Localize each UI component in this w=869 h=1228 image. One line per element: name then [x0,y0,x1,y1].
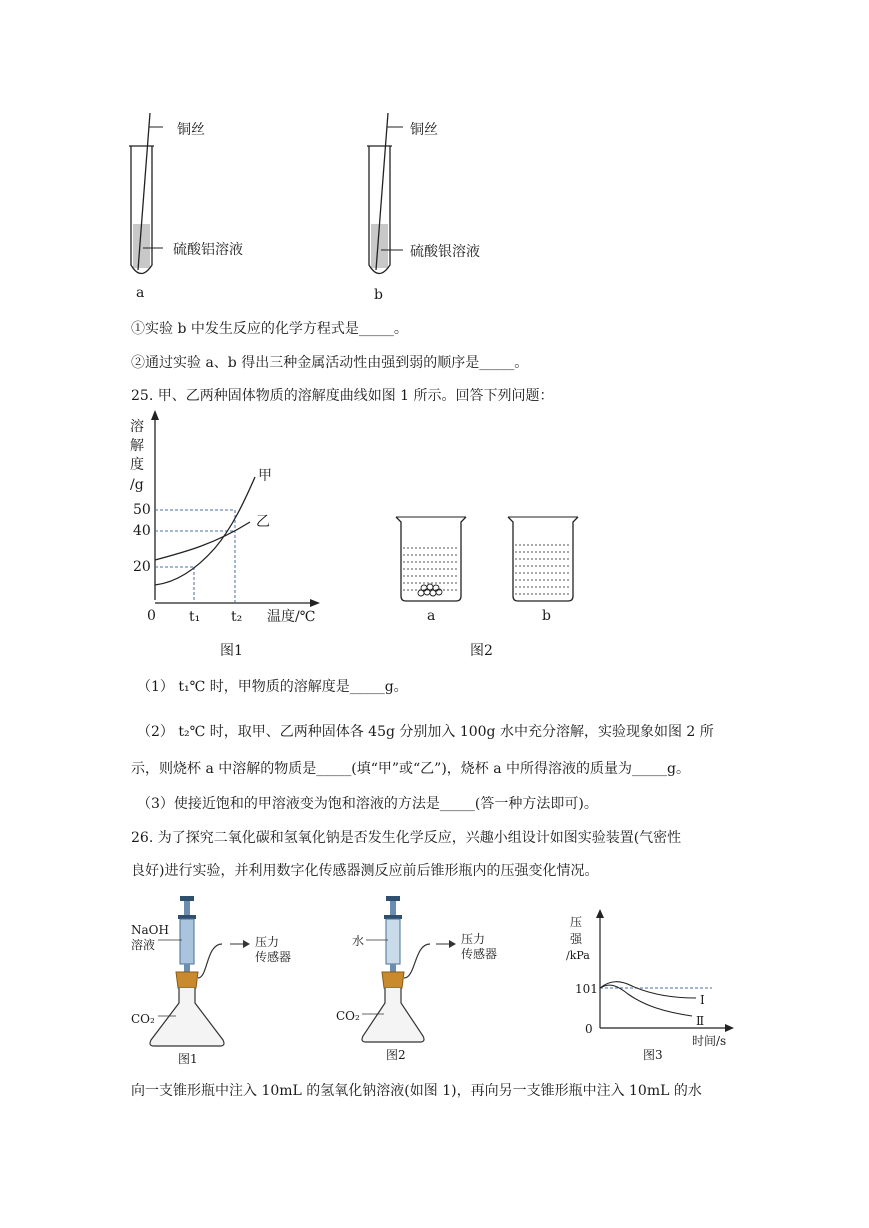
pressure-ylabel-2: 强 [570,932,583,946]
apparatus-1 [150,896,250,1046]
reagent-label-solution: 溶液 [131,938,156,952]
flask-1 [150,988,224,1046]
curve-label-yi: 乙 [256,514,270,530]
tube-tag-a: a [136,285,145,301]
beaker-label-a: a [427,608,436,624]
reagent-label-naoh: NaOH [131,923,169,937]
pressure-ylabel-3: /kPa [566,949,590,962]
sensor-label-2-line2: 传感器 [461,947,498,961]
ylabel-char-3: 度 [130,457,144,473]
q26-stem-line1: 26. 为了探究二氧化碳和氢氧化钠是否发生化学反应，兴趣小组设计如图实验装置(气密性 [131,830,682,846]
ylabel-char-1: 溶 [130,419,144,435]
ylabel-char-4: /g [130,477,144,493]
pressure-ylabel-1: 压 [570,915,583,929]
pressure-curve-label-1: Ⅰ [700,993,705,1007]
beaker-label-b: b [542,608,551,624]
xtick-t1: t₁ [189,609,201,625]
q25-sub1: （1） t₁℃ 时，甲物质的溶解度是_____g。 [137,679,408,695]
wire-label-a: 铜丝 [177,122,205,138]
pressure-origin: 0 [585,1022,593,1036]
reagent-label-water: 水 [352,934,365,948]
q25-sub2-line2: 示，则烧杯 a 中溶解的物质是_____(填“甲”或“乙”)，烧杯 a 中所得溶液的质量为_____g。 [131,761,691,777]
pressure-curve-label-2: Ⅱ [696,1014,705,1028]
xlabel: 温度/℃ [267,609,316,625]
q26-stem-line2: 良好)进行实验，并利用数字化传感器测反应前后锥形瓶内的压强变化情况。 [131,863,599,879]
sensor-label-2-line1: 压力 [461,932,486,946]
pressure-curve-1 [600,982,696,998]
q24-line2: ②通过实验 a、b 得出三种金属活动性由强到弱的顺序是_____。 [131,355,529,371]
tube-to-sensor-2 [404,944,430,978]
tube-to-sensor-1 [198,944,222,978]
q25-stem: 25. 甲、乙两种固体物质的溶解度曲线如图 1 所示。回答下列问题： [131,388,554,404]
stopper-2 [382,972,404,988]
ytick-50: 50 [133,502,151,518]
syringe-2 [386,919,400,964]
curve-label-jia: 甲 [258,468,272,484]
xtick-t2: t₂ [231,609,243,625]
solution-label-a: 硫酸铝溶液 [173,242,243,258]
apparatus-2 [362,896,456,1042]
stopper-1 [176,972,198,988]
q25-sub3: （3）使接近饱和的甲溶液变为饱和溶液的方法是_____(答一种方法即可)。 [137,796,598,812]
flask-2 [362,988,424,1042]
tube-tag-b: b [374,287,383,303]
sensor-label-1-line2: 传感器 [255,950,292,964]
q26-bottom-line: 向一支锥形瓶中注入 10mL 的氢氧化钠溶液(如图 1)，再向另一支锥形瓶中注入 10mL 的水 [131,1083,702,1099]
pressure-fig3-caption: 图3 [643,1048,663,1062]
syringe-1 [180,919,194,964]
gas-label-1: CO₂ [131,1012,155,1026]
origin-label: 0 [147,608,156,624]
solution-label-b: 硫酸银溶液 [410,244,480,260]
pressure-graph [596,909,734,1032]
q24-line1: ①实验 b 中发生反应的化学方程式是_____。 [131,321,408,337]
pressure-xlabel: 时间/s [692,1034,727,1048]
ytick-20: 20 [133,559,151,575]
apparatus-fig2-caption: 图2 [386,1048,406,1062]
ytick-40: 40 [133,523,151,539]
pressure-ytick-101: 101 [575,982,598,996]
pressure-curve-2 [600,985,692,1016]
fig1-caption: 图1 [220,643,243,659]
sensor-label-1-line1: 压力 [255,935,280,949]
apparatus-fig1-caption: 图1 [178,1052,198,1066]
wire-label-b: 铜丝 [410,122,438,138]
q25-sub2-line1: （2） t₂℃ 时，取甲、乙两种固体各 45g 分别加入 100g 水中充分溶解，实验现象如图 2 所 [137,724,714,740]
fig2-caption: 图2 [470,643,493,659]
ylabel-char-2: 解 [130,438,144,454]
gas-label-2: CO₂ [336,1009,360,1023]
